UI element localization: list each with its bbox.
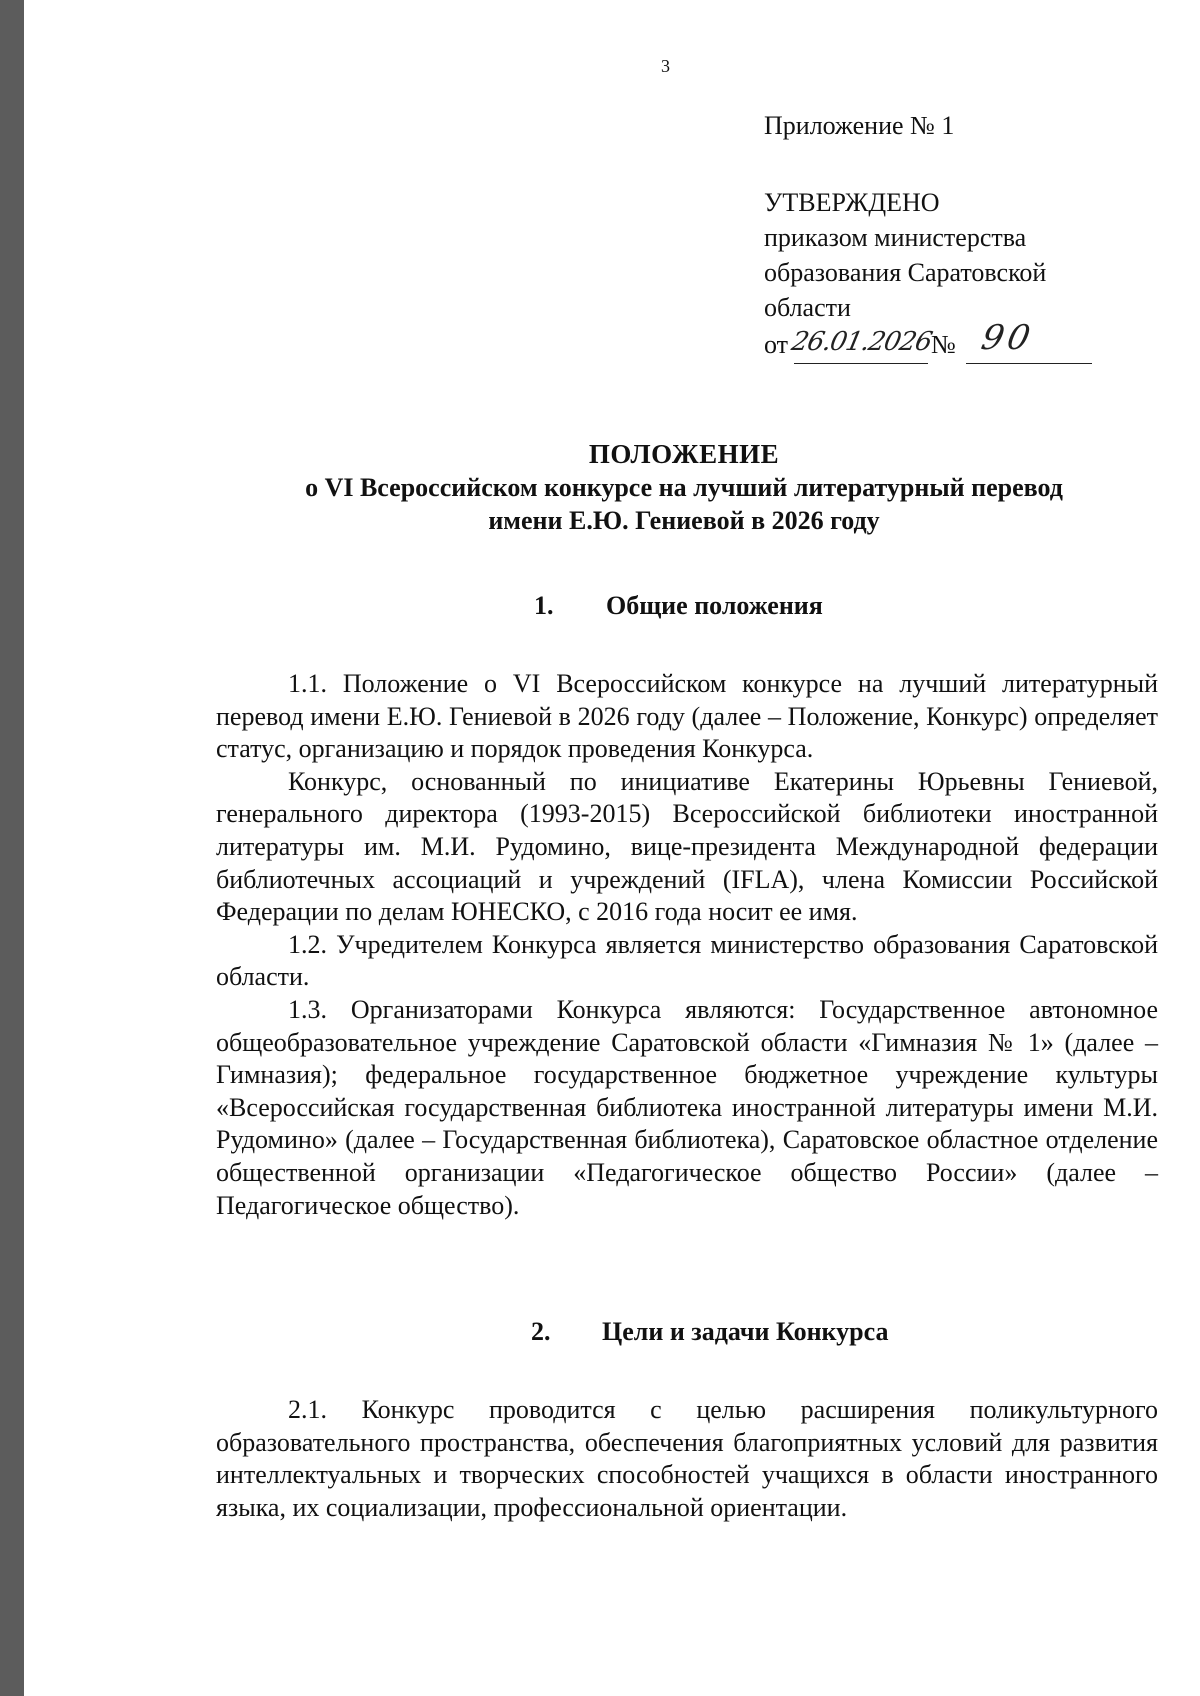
- paragraph-1-1-cont: Конкурс, основанный по инициативе Екатерины Юрьевны Гениевой, генерального директора (1993-2015) Всероссийской библиотеки иностранной литературы им. М.И. Рудомино, вице-президента Международной федерации библиотечных ассоциаций и учреждений (IFLA), члена Комиссии Российской Федерации по делам ЮНЕСКО, с 2016 года носит ее имя.: [216, 766, 1158, 927]
- order-line-3: области: [764, 293, 851, 322]
- section-1-body: [216, 668, 1158, 1222]
- order-line-1: приказом министерства: [764, 223, 1027, 252]
- appendix-label: Приложение № 1: [764, 111, 955, 140]
- handwritten-number: 90: [977, 318, 1038, 358]
- title-line-2: о VI Всероссийском конкурсе на лучший литературный перевод: [305, 473, 1063, 502]
- date-underline: [794, 363, 928, 364]
- paragraph-1-2: 1.2. Учредителем Конкурса является министерство образования Саратовской области.: [216, 929, 1158, 992]
- approval-block: [764, 108, 1104, 365]
- number-prefix: №: [931, 330, 956, 359]
- section-title: Общие положения: [606, 591, 823, 620]
- section-number: 1.: [534, 591, 554, 620]
- title-line-1: ПОЛОЖЕНИЕ: [588, 439, 780, 469]
- paragraph-1-3: 1.3. Организаторами Конкурса являются: Государственное автономное общеобразовательное учреждение Саратовской области «Гимназия № 1» (далее – Гимназия); федеральное государственное бюджетное учреждение культуры «Всероссийская государственная библиотека иностранной литературы имени М.И. Рудомино» (далее – Государственная библиотека), Саратовское областное отделение общественной организации «Педагогическое общество России» (далее – Педагогическое общество).: [216, 994, 1158, 1220]
- date-prefix: от: [764, 330, 789, 359]
- paragraph-2-1: 2.1. Конкурс проводится с целью расширения поликультурного образовательного пространства, обеспечения благоприятных условий для развития интеллектуальных и творческих способностей учащихся в области иностранного языка, их социализации, профессиональной ориентации.: [216, 1395, 1158, 1522]
- section-title: Цели и задачи Конкурса: [602, 1317, 889, 1346]
- document-page: [24, 0, 1200, 1696]
- approved-label: УТВЕРЖДЕНО: [764, 188, 940, 217]
- title-line-3: имени Е.Ю. Гениевой в 2026 году: [488, 506, 880, 535]
- page-number: 3: [661, 56, 670, 76]
- section-2-body: [216, 1394, 1158, 1524]
- paragraph-1-1: 1.1. Положение о VI Всероссийском конкурсе на лучший литературный перевод имени Е.Ю. Гениевой в 2026 году (далее – Положение, Конкурс) определяет статус, организацию и порядок проведения Конкурса.: [216, 669, 1158, 764]
- number-underline: [966, 363, 1092, 364]
- document-title: [214, 438, 1154, 537]
- order-date-number-row: [764, 318, 1104, 365]
- order-line-2: образования Саратовской: [764, 258, 1047, 287]
- section-number: 2.: [531, 1317, 551, 1346]
- handwritten-date: 26.01.2026: [788, 327, 935, 357]
